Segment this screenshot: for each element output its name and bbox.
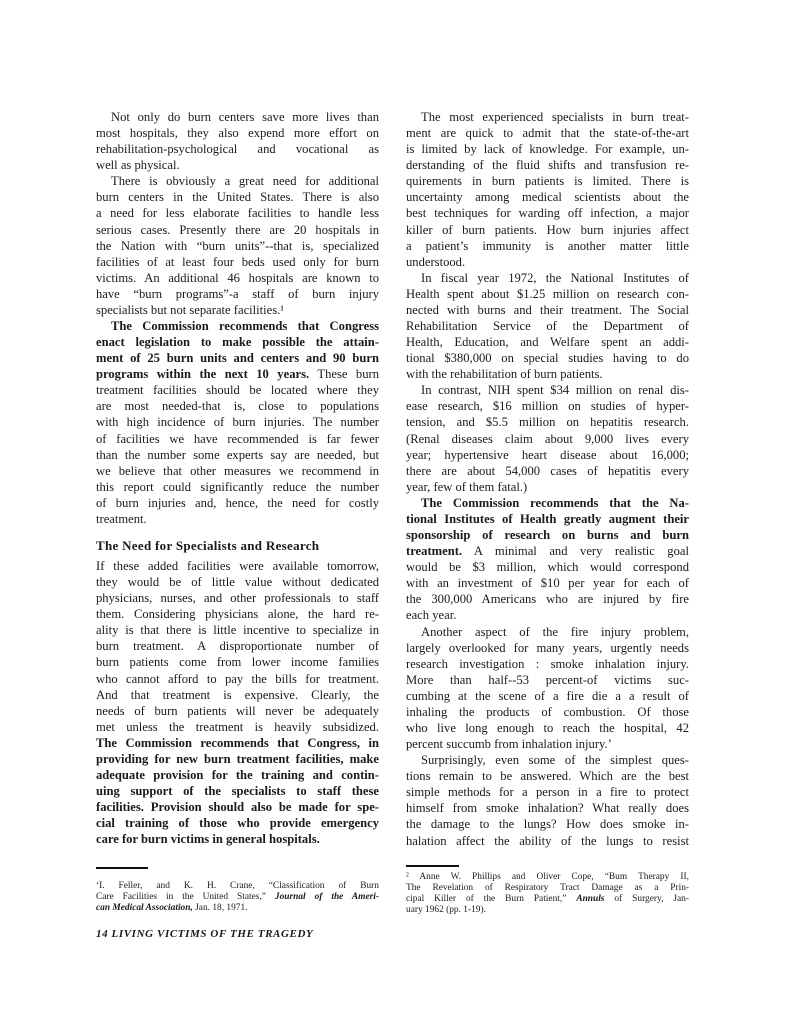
text-segment: would be $3 million, which would correspond — [406, 560, 689, 575]
text-segment: ‘I. Feller, and K. H. Crane, “Classification of Burn — [96, 881, 379, 891]
text-segment: treatment facilities should be located where they — [96, 383, 379, 398]
text-line — [96, 892, 379, 903]
text-line — [406, 189, 689, 205]
text-line — [96, 751, 379, 767]
text-segment: the 300,000 Americans who are injured by fire — [406, 592, 689, 607]
text-segment: In fiscal year 1972, the National Institutes of — [421, 270, 689, 285]
text-segment: The most experienced specialists in burn treat- — [421, 110, 689, 124]
text-segment: well as physical. — [96, 158, 180, 173]
text-segment: research investigation : smoke inhalation injury. — [406, 656, 689, 671]
text-line — [96, 205, 379, 221]
text-segment: Rehabilitation Service of the Department of — [406, 319, 689, 334]
text-segment: These burn — [309, 367, 379, 382]
text-segment: a need for less elaborate facilities to handle less — [96, 206, 379, 221]
text-segment: who live long enough to reach the hospital, 42 — [406, 720, 689, 735]
text-line — [96, 606, 379, 622]
text-line — [406, 109, 689, 125]
emphasis-text: enact legislation to make possible the attain- — [96, 335, 379, 350]
text-segment: Not only do burn centers save more lives than — [111, 110, 379, 124]
text-line — [406, 222, 689, 238]
text-line — [406, 125, 689, 141]
text-line — [406, 511, 689, 527]
text-line — [406, 656, 689, 672]
text-segment: of facilities we have recommended is far fewer — [96, 431, 379, 446]
text-segment: met unless the treatment is heavily subsidized. — [96, 719, 379, 734]
text-line — [96, 189, 379, 205]
text-line — [406, 479, 689, 495]
text-line — [406, 784, 689, 800]
text-segment: simple methods for a person in a fire to protect — [406, 785, 689, 800]
emphasis-text: can Medical Association, — [96, 903, 193, 913]
text-segment: halation affect the ability of the lungs to resist — [406, 833, 689, 848]
text-segment: a patient’s immunity is another matter little — [406, 238, 689, 253]
text-segment: of Surgery, Jan- — [604, 894, 689, 904]
emphasis-text: uing support of the specialists to staff these — [96, 784, 379, 799]
text-line — [96, 495, 379, 511]
text-line — [96, 767, 379, 783]
text-segment: the Nation with “burn units”--that is, specialized — [96, 238, 379, 253]
text-line — [406, 752, 689, 768]
text-line — [406, 720, 689, 736]
text-segment: A minimal and very realistic goal — [462, 544, 689, 559]
text-line — [406, 575, 689, 591]
emphasis-text: cial training of those who provide emergency — [96, 816, 379, 831]
text-line — [406, 431, 689, 447]
text-line — [96, 511, 379, 527]
text-line — [406, 350, 689, 366]
text-segment: burn centers in the United States. There is also — [96, 190, 379, 205]
text-line — [96, 735, 379, 751]
text-line — [96, 173, 379, 189]
text-segment: Health spent about $1.25 million on research con- — [406, 286, 689, 301]
text-segment: understood. — [406, 254, 466, 269]
text-segment: serious cases. Presently there are 20 hospitals in — [96, 222, 379, 237]
text-segment: Health, Education, and Welfare spent an addi- — [406, 335, 689, 350]
text-line — [406, 238, 689, 254]
text-line — [96, 881, 379, 892]
text-segment: percent succumb from inhalation injury.’ — [406, 737, 612, 752]
text-line — [406, 334, 689, 350]
text-segment: There is obviously a great need for additional — [111, 174, 379, 189]
text-segment: of burn injuries and, hence, the need for costly — [96, 495, 379, 510]
text-line — [406, 447, 689, 463]
page-footer: 14 LIVING VICTIMS OF THE TRAGEDY — [96, 928, 314, 940]
text-line — [96, 638, 379, 654]
text-segment: burn treatment. A disproportionate number of — [96, 639, 379, 654]
text-segment: this report could significantly reduce the number — [96, 479, 379, 494]
text-segment: rehabilitation-psychological and vocational as — [96, 142, 379, 157]
text-segment: inhaling the products of combustion. Of those — [406, 704, 689, 719]
text-segment: cumbing at the scene of a fire die a a result of — [406, 688, 689, 703]
text-line — [406, 883, 689, 894]
text-line — [406, 543, 689, 559]
text-line — [96, 590, 379, 606]
text-segment: If these added facilities were available tomorrow, — [96, 559, 379, 573]
text-line — [406, 318, 689, 334]
emphasis-text: The Commission recommends that the Na- — [421, 495, 689, 510]
text-segment: (Renal diseases claim about 9,000 lives every — [406, 431, 689, 446]
text-segment: who cannot afford to pay the bills for treatment. — [96, 671, 379, 686]
text-line — [406, 495, 689, 511]
text-line — [96, 799, 379, 815]
text-segment: burn patients come from lower income families — [96, 655, 379, 670]
text-segment: largely overlooked for many years, urgently needs — [406, 640, 689, 655]
text-line — [96, 302, 379, 318]
text-line — [406, 286, 689, 302]
text-line — [406, 366, 689, 382]
emphasis-text: facilities. Provision should also be made for spe- — [96, 800, 379, 815]
text-line — [406, 141, 689, 157]
text-line — [96, 350, 379, 366]
text-segment: them. Considering physicians alone, the hard re- — [96, 607, 379, 622]
text-line — [96, 398, 379, 414]
text-segment: nected with burns and their treatment. The Social — [406, 302, 689, 317]
text-segment: Jan. 18, 1971. — [192, 903, 248, 913]
text-line — [406, 173, 689, 189]
text-line — [96, 414, 379, 430]
text-segment: is limited by lack of knowledge. For example, un- — [406, 142, 689, 157]
text-line — [406, 833, 689, 849]
text-line — [406, 157, 689, 173]
text-segment: year, few of them fatal.) — [406, 479, 528, 494]
text-line — [406, 704, 689, 720]
emphasis-text: sponsorship of research on burns and burn — [406, 528, 689, 543]
text-segment: tions remain to be answered. Which are the best — [406, 769, 689, 784]
text-line — [406, 672, 689, 688]
text-line — [96, 222, 379, 238]
text-line — [406, 894, 689, 905]
text-segment: there are about 54,000 cases of hepatitis every — [406, 463, 689, 478]
text-line — [406, 591, 689, 607]
text-segment: treatment. — [96, 511, 147, 526]
emphasis-text: Journal of the Ameri- — [274, 892, 380, 902]
text-line — [406, 270, 689, 286]
text-line — [96, 254, 379, 270]
text-line — [96, 654, 379, 670]
text-segment: Care Facilities in the United States,” — [96, 892, 275, 902]
text-segment: killer of burn patients. How burn injuries affect — [406, 222, 689, 237]
text-line — [96, 783, 379, 799]
text-line — [96, 831, 379, 847]
emphasis-text: care for burn victims in general hospitals. — [96, 832, 320, 847]
text-segment: facilities of at least four beds used only for burn — [96, 254, 379, 269]
text-segment: Surprisingly, even some of the simplest ques- — [421, 753, 689, 768]
text-line — [96, 558, 379, 574]
text-segment: than the number some experts say are needed, but — [96, 447, 379, 462]
text-line — [96, 815, 379, 831]
text-line — [406, 768, 689, 784]
text-segment: derstanding of the fluid shifts and transfusion re- — [406, 158, 689, 173]
section-heading: The Need for Specialists and Research — [96, 538, 320, 553]
text-segment: with an investment of $10 per year for each of — [406, 576, 689, 591]
text-segment: tension, and $5.5 million on hepatitis research. — [406, 415, 689, 430]
text-segment: they would be of little value without dedicated — [96, 575, 379, 590]
text-line — [96, 463, 379, 479]
emphasis-text: ment of 25 burn units and centers and 90 burn — [96, 351, 379, 366]
text-segment: uary 1962 (pp. 1-19). — [406, 905, 486, 915]
text-segment: ality is that there is little incentive to specialize in — [96, 623, 379, 638]
text-line — [96, 574, 379, 590]
text-segment: specialists but not separate facilities.¹ — [96, 302, 285, 317]
footnote-rule-right — [406, 865, 459, 867]
text-line — [96, 671, 379, 687]
right-column — [406, 109, 689, 849]
text-segment: have “burn programs”-a staff of burn injury — [96, 286, 379, 301]
text-line — [96, 157, 379, 173]
text-line — [96, 286, 379, 302]
text-line — [96, 622, 379, 638]
text-line — [406, 527, 689, 543]
text-segment: And that treatment is expensive. Clearly, the — [96, 687, 379, 702]
text-segment: physicians, nurses, and other professionals to staff — [96, 591, 379, 606]
emphasis-text: programs within the next 10 years. — [96, 367, 310, 382]
text-segment: victims. An additional 46 hospitals are known to — [96, 270, 379, 285]
text-segment: ease research, $16 million on studies of hyper- — [406, 399, 689, 414]
text-segment: ment are quick to admit that the state-of-the-art — [406, 126, 689, 141]
text-line — [406, 736, 689, 752]
text-segment: ² Anne W. Phillips and Oliver Cope, “Bum Therapy II, — [406, 872, 689, 882]
text-line — [96, 719, 379, 735]
emphasis-text: adequate provision for the training and contin- — [96, 768, 379, 783]
text-segment: the damage to the lungs? How does smoke in- — [406, 817, 689, 832]
text-line — [406, 205, 689, 221]
text-segment: with the rehabilitation of burn patients. — [406, 367, 603, 382]
left-column-top — [96, 109, 379, 527]
text-line — [96, 334, 379, 350]
text-segment: Another aspect of the fire injury problem, — [421, 624, 689, 639]
text-line — [406, 816, 689, 832]
text-segment: each year. — [406, 608, 457, 623]
text-segment: The Revelation of Respiratory Tract Damage as a Prin- — [406, 883, 689, 893]
text-line — [406, 624, 689, 640]
text-line — [96, 703, 379, 719]
text-line — [96, 903, 379, 914]
text-line — [406, 302, 689, 318]
text-line — [96, 382, 379, 398]
text-line — [96, 238, 379, 254]
text-line — [96, 141, 379, 157]
text-line — [96, 366, 379, 382]
text-segment: himself from smoke inhalation? What really does — [406, 801, 689, 816]
footnote-1 — [96, 881, 379, 914]
text-segment: most hospitals, they also expend more effort on — [96, 126, 379, 141]
text-line — [96, 687, 379, 703]
text-line — [96, 318, 379, 334]
text-line — [406, 905, 689, 916]
left-column-bottom — [96, 558, 379, 847]
text-line — [406, 800, 689, 816]
text-line — [406, 640, 689, 656]
text-line — [406, 688, 689, 704]
text-line — [406, 872, 689, 883]
footnote-rule-left — [96, 867, 148, 869]
emphasis-text: tional Institutes of Health greatly augment their — [406, 511, 689, 526]
text-segment: best techniques for warding off infection, a major — [406, 206, 689, 221]
text-line — [406, 382, 689, 398]
text-line — [96, 109, 379, 125]
emphasis-text: providing for new burn treatment facilities, make — [96, 751, 379, 766]
text-line — [96, 479, 379, 495]
emphasis-text: The Commission recommends that Congress, in — [96, 735, 379, 750]
footnote-2 — [406, 872, 689, 916]
text-line — [96, 270, 379, 286]
emphasis-text: treatment. — [406, 544, 463, 559]
text-line — [406, 414, 689, 430]
text-segment: uncertainty among medical scientists about the — [406, 190, 689, 205]
text-segment: needs of burn patients will never be adequately — [96, 703, 379, 718]
text-line — [406, 254, 689, 270]
text-line — [406, 607, 689, 623]
text-line — [406, 559, 689, 575]
text-line — [406, 463, 689, 479]
text-segment: with high incidence of burn injuries. The number — [96, 415, 379, 430]
text-line — [96, 447, 379, 463]
text-line — [96, 431, 379, 447]
text-segment: quirements in burn patients is limited. There is — [406, 174, 689, 189]
text-segment: year; hypertensive heart disease about 16,000; — [406, 447, 689, 462]
text-segment: cipal Killer of the Burn Patient,” — [406, 894, 577, 904]
text-segment: are most needed-that is, close to populations — [96, 399, 379, 414]
text-segment: In contrast, NIH spent $34 million on renal dis- — [421, 383, 689, 398]
text-segment: we believe that other measures we recommend in — [96, 463, 379, 478]
text-segment: tional $380,000 on special studies having to do — [406, 351, 689, 366]
emphasis-text: Annuls — [576, 894, 605, 904]
text-line — [96, 125, 379, 141]
text-segment: More than half--53 percent-of victims suc- — [406, 672, 689, 687]
text-line — [406, 398, 689, 414]
emphasis-text: The Commission recommends that Congress — [111, 319, 379, 334]
